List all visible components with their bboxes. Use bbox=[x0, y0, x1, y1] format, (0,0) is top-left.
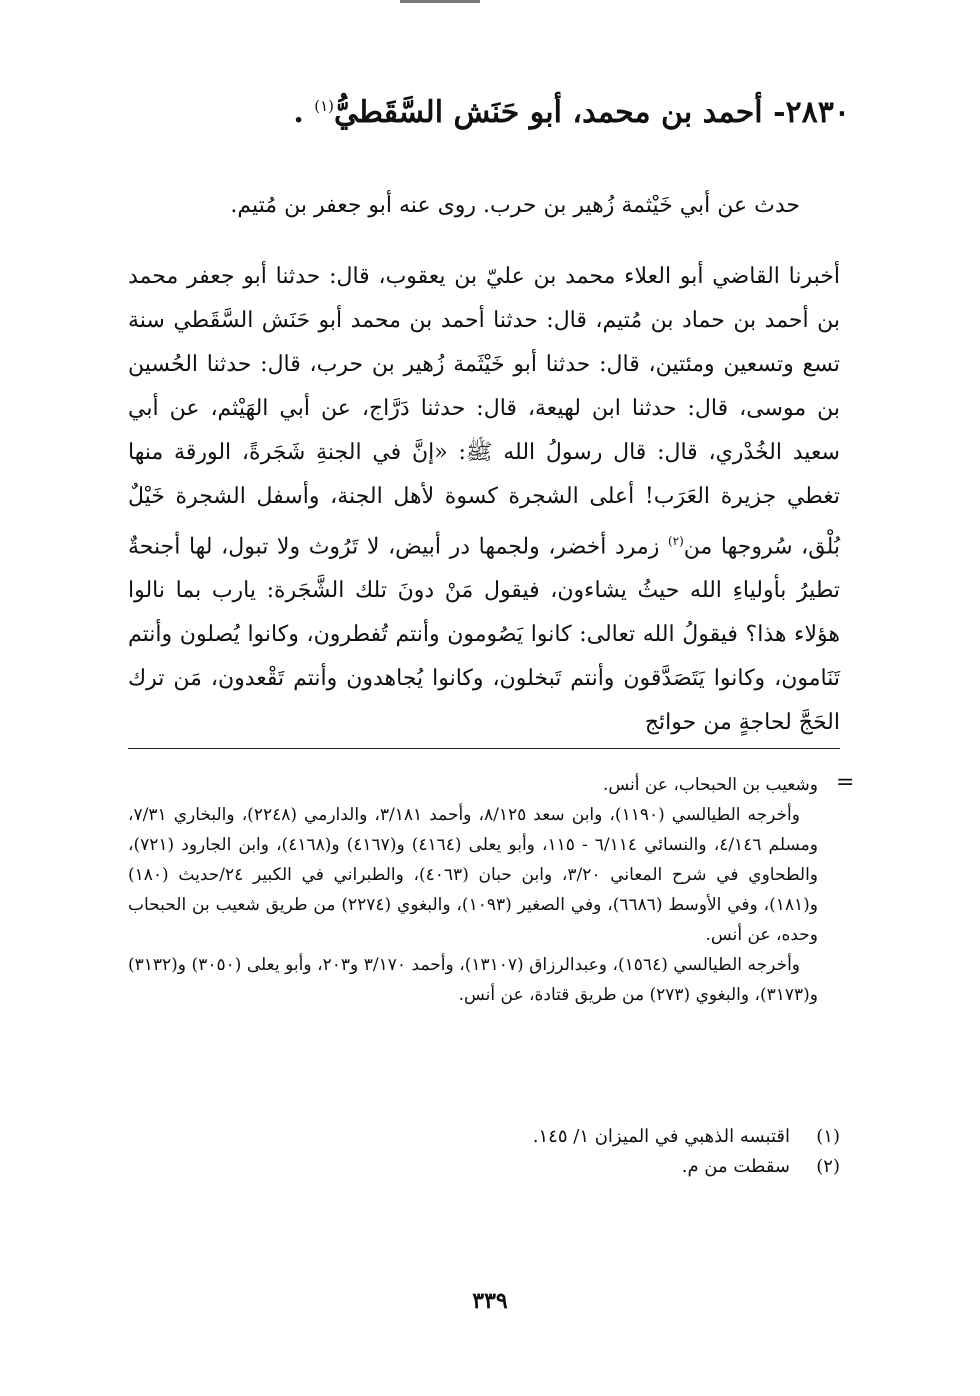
footnotes bbox=[300, 1122, 840, 1182]
page-top-mark bbox=[400, 0, 480, 9]
title-footnote-ref: (١) bbox=[314, 97, 334, 115]
title-end: . bbox=[293, 95, 315, 130]
continuation-mark: = bbox=[836, 770, 855, 795]
notes-paragraph: وأخرجه الطيالسي (١١٩٠)، وابن سعد ٨/١٢٥، وأحمد ٣/١٨١، والدارمي (٢٢٤٨)، والبخاري ٧/٣١، ومسلم ٤/١٤٦، والنسائي ٦/١١٤ - ١١٥، وأبو يعلى (٤١٦٤) و(٤١٦٧) و(٤١٦٨)، وابن الجارود (٧٢١)، والطحاوي في شرح المعاني ٣/٢٠، وابن حبان (٤٠٦٣)، والطبراني في الكبير ٢٤/حديث (١٨٠) و(١٨١)، وفي الأوسط (٦٦٨٦)، وفي الصغير (١٠٩٣)، والبغوي (٢٢٧٤) من طريق شعيب بن الحبحاب وحده، عن أنس. bbox=[128, 805, 819, 945]
footnote-item bbox=[300, 1152, 840, 1182]
notes-line: وشعيب بن الحبحاب، عن أنس. bbox=[602, 775, 818, 795]
footnote-item bbox=[300, 1122, 840, 1152]
footnote-number: (١) bbox=[816, 1126, 840, 1147]
footnote-divider bbox=[128, 748, 840, 749]
footnote-text: سقطت من م. bbox=[681, 1156, 790, 1177]
hadith-before-note: أخبرنا القاضي أبو العلاء محمد بن عليّ بن يعقوب، قال: حدثنا أبو جعفر محمد بن أحمد بن حماد بن مُتيم، قال: حدثنا أحمد بن محمد أبو حَنَش السَّقَطي سنة تسع وتسعين ومئتين، قال: حدثنا أبو خَيْثَمة زُهير بن حرب، قال: حدثنا الحُسين بن موسى، قال: حدثنا ابن لهيعة، قال: حدثنا دَرَّاج، عن أبي الهَيْثم، عن أبي سعيد الخُدْري، قال: قال رسولُ الله ﷺ: «إنَّ في الجنةِ شَجَرةً، الورقة منها تغطي جزيرة العَرَب! أعلى الشجرة كسوة لأهل الجنة، وأسفل الشجرة خَيْلٌ بُلْق، سُروجها من bbox=[128, 264, 841, 560]
footnote-number: (٢) bbox=[816, 1156, 840, 1177]
notes-paragraph: وأخرجه الطيالسي (١٥٦٤)، وعبدالرزاق (١٣١٠٧)، وأحمد ٣/١٧٠ و٢٠٣، وأبو يعلى (٣٠٥٠) و(٣١٣٢) و(٣١٧٣)، والبغوي (٢٧٣) من طريق قتادة، عن أنس. bbox=[128, 955, 818, 1005]
commentary-notes bbox=[128, 770, 818, 1010]
entry-lead: حدث عن أبي خَيْثمة زُهير بن حرب. روى عنه أبو جعفر بن مُتيم. bbox=[230, 193, 800, 218]
entry-title-text: ٢٨٣٠- أحمد بن محمد، أبو حَنَش السَّقَطيُّ bbox=[334, 95, 850, 130]
body-footnote-ref: (٢) bbox=[667, 534, 684, 548]
entry-title bbox=[290, 95, 850, 130]
hadith-text bbox=[128, 255, 840, 745]
footnote-text: اقتبسه الذهبي في الميزان ١/ ١٤٥. bbox=[532, 1126, 790, 1147]
page-number: ٣٣٩ bbox=[472, 1288, 508, 1314]
hadith-paragraph bbox=[128, 255, 840, 745]
hadith-after-note: زمرد أخضر، ولجمها در أبيض، لا تَرُوث ولا تبول، لها أجنحةٌ تطيرُ بأولياءِ الله حيثُ يشاءون، فيقول مَنْ دونَ تلك الشَّجَرة: يارب بما نالوا هؤلاء هذا؟ فيقولُ الله تعالى: كانوا يَصُومون وأنتم تُفطرون، وكانوا يُصلون وأنتم تَنَامون، وكانوا يَتَصَدَّقون وأنتم تَبخلون، وكانوا يُجاهدون وأنتم تَقْعدون، مَن ترك الحَجَّ لحاجةٍ من حوائج bbox=[128, 534, 840, 736]
